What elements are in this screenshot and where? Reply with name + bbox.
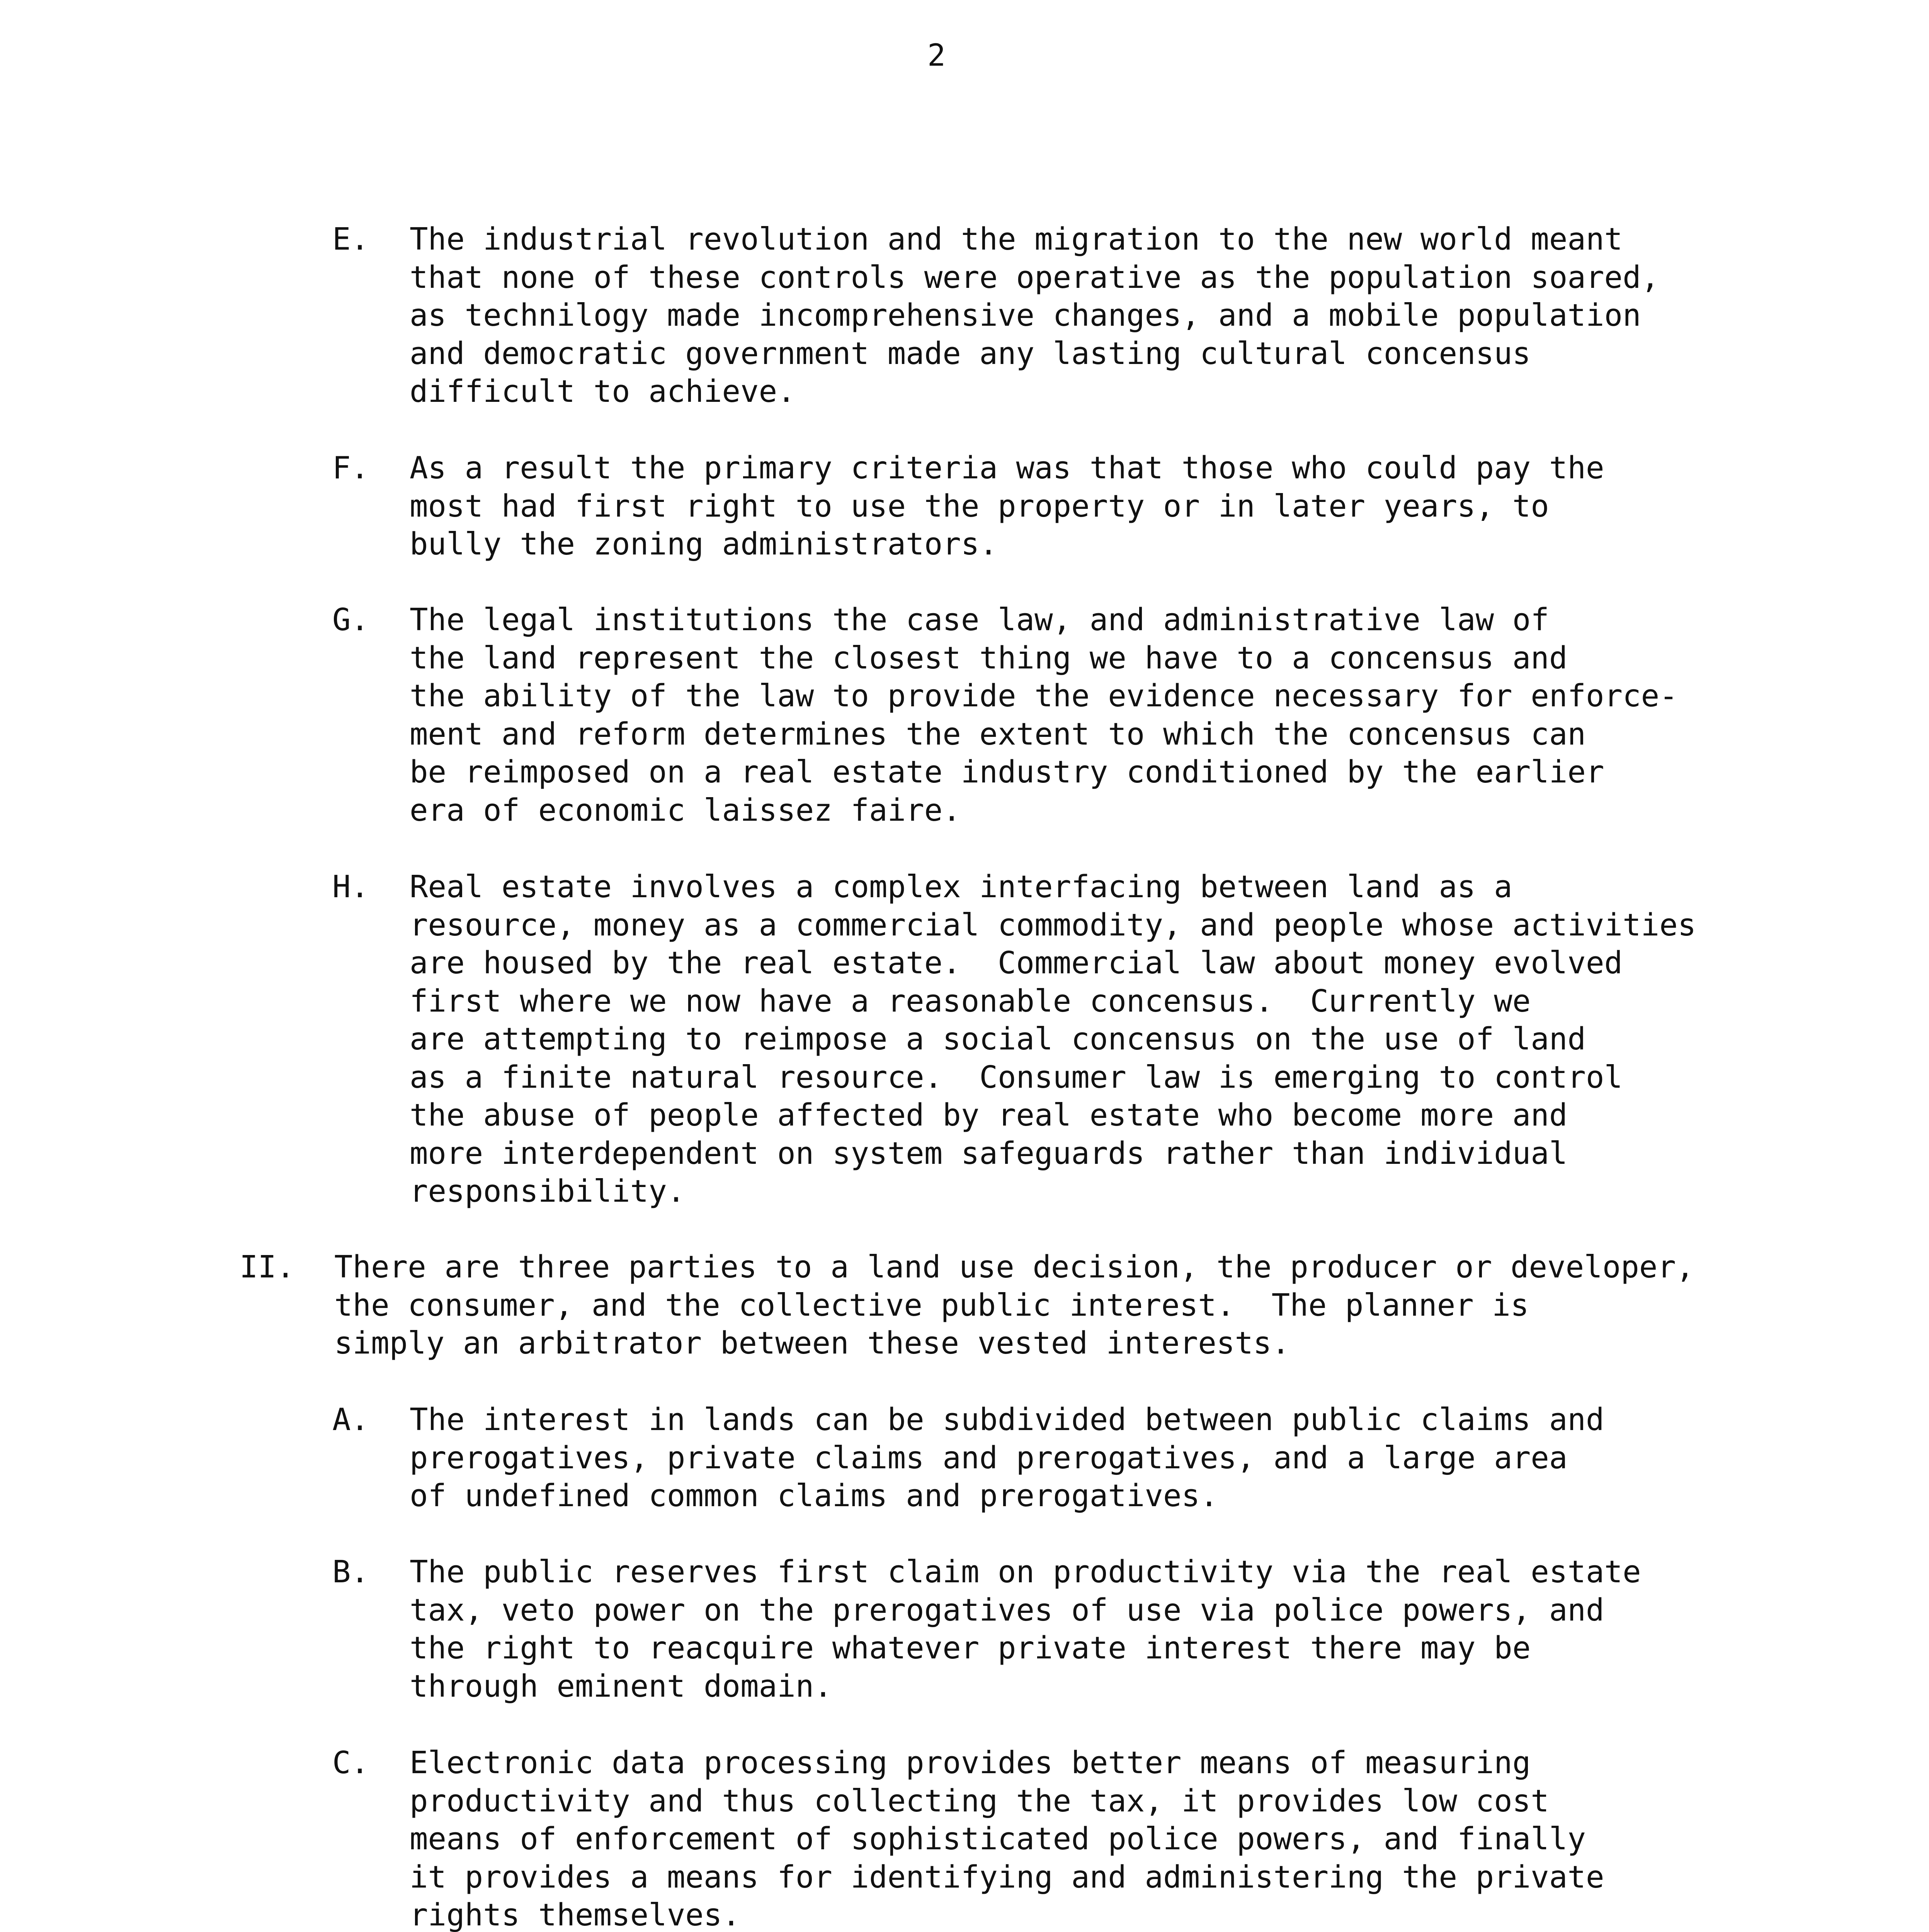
item-text: Electronic data processing provides better means of measuring productivity and thus collecting the tax, it provides low cost means of enforcement of sophisticated police powers, and finally it provides a means for identifying and administering the private rights themselves. <box>410 1745 1604 1932</box>
item-marker: E. <box>332 221 369 257</box>
item-marker: G. <box>332 602 369 638</box>
item-IIB <box>332 1553 1641 1705</box>
item-marker: H. <box>332 869 369 905</box>
item-marker: C. <box>332 1745 369 1781</box>
item-IIC <box>332 1744 1604 1932</box>
item-marker: B. <box>332 1554 369 1590</box>
item-E <box>332 220 1660 409</box>
item-text: The public reserves first claim on productivity via the real estate tax, veto power on the prerogatives of use via police powers, and the right to reacquire whatever private interest there may be through eminent domain. <box>410 1554 1641 1704</box>
item-marker: F. <box>332 450 369 486</box>
item-text: As a result the primary criteria was that those who could pay the most had first right to use the property or in later years, to bully the zoning administrators. <box>410 450 1604 562</box>
item-marker: II. <box>240 1249 295 1285</box>
item-F <box>332 449 1604 601</box>
item-II <box>240 1248 1694 1400</box>
item-text: The industrial revolution and the migration to the new world meant that none of these controls were operative as the population soared, as technilogy made incomprehensive changes, and a mobile population and democratic government made any lasting cultural concensus difficult to achieve. <box>410 221 1660 409</box>
page-number: 2 <box>927 38 946 73</box>
item-text: Real estate involves a complex interfacing between land as a resource, money as a commercial commodity, and people whose activities are housed by the real estate. Commercial law about money evolved first where we now have a reasonable concensus. Currently we are attempting to reimpose a social concensus on the use of land as a finite natural resource. Consumer law is emerging to control the abuse of people affected by real estate who become more and more interdependent on system safeguards rather than individual responsibility. <box>410 869 1696 1209</box>
item-IIA <box>332 1401 1604 1553</box>
item-text: There are three parties to a land use decision, the producer or developer, the consumer, and the collective public interest. The planner is simply an arbitrator between these vested interests. <box>334 1249 1694 1361</box>
item-marker: A. <box>332 1402 369 1437</box>
item-text: The legal institutions the case law, and administrative law of the land represent the closest thing we have to a concensus and the ability of the law to provide the evidence necessary for enforce- ment and reform determines the extent to which the concensus can be reimposed on a real estate industry conditioned by the earlier era of economic laissez faire. <box>410 602 1678 828</box>
item-text: The interest in lands can be subdivided between public claims and prerogatives, private claims and prerogatives, and a large area of undefined common claims and prerogatives. <box>410 1402 1604 1514</box>
item-G <box>332 601 1678 828</box>
item-H <box>332 868 1696 1209</box>
